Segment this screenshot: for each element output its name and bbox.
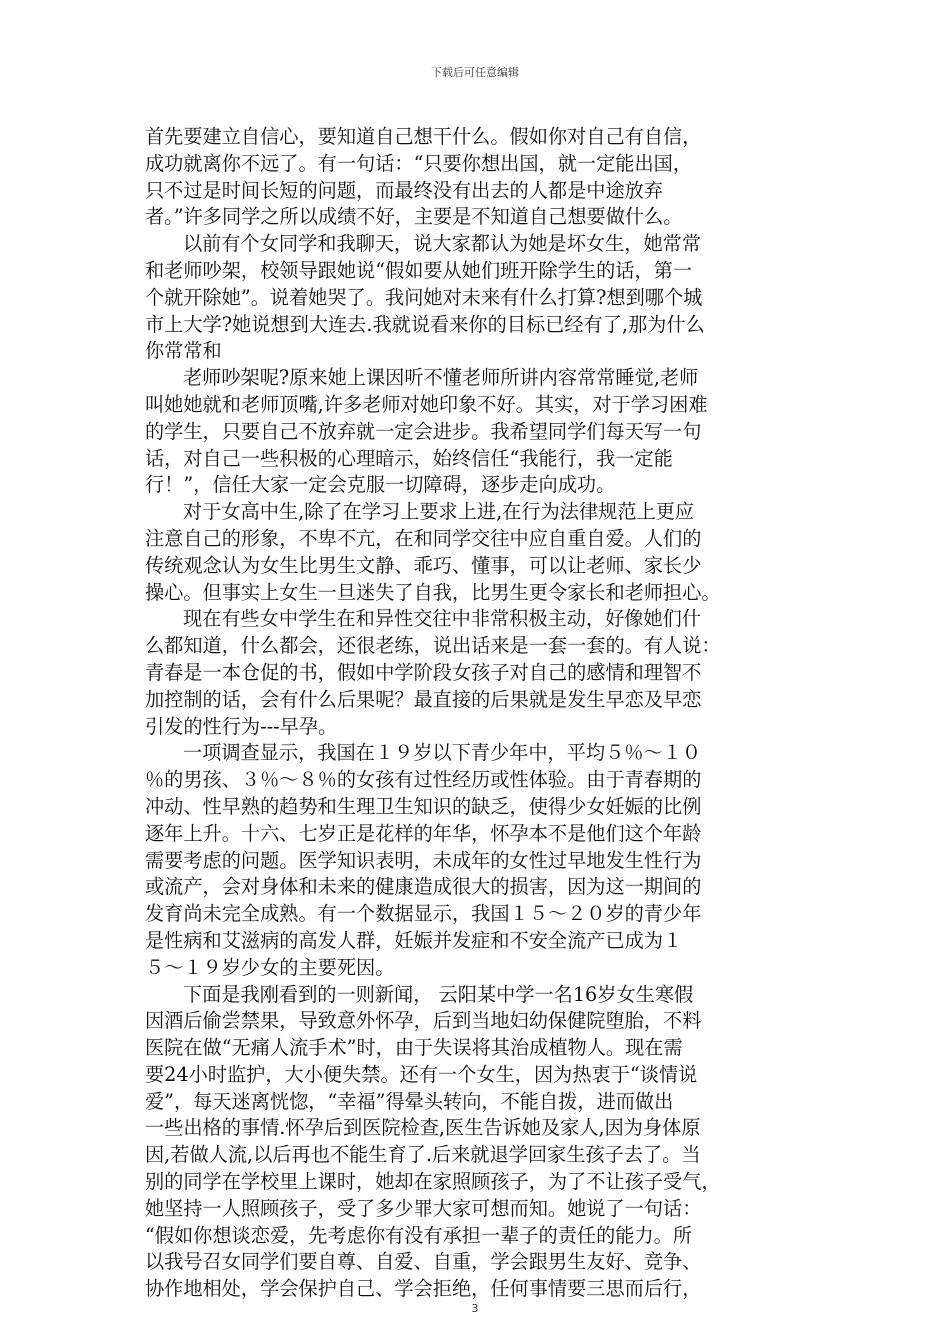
text-line: 下面是我刚看到的一则新闻， 云阳某中学一名16岁女生寒假	[183, 982, 694, 1006]
text-line: 现在有些女中学生在和异性交往中非常积极主动，好像她们什	[183, 607, 702, 631]
text-line: 医院在做“无痛人流手术”时，由于失误将其治成植物人。现在需	[145, 1036, 683, 1060]
text-line: 青春是一本仓促的书，假如中学阶段女孩子对自己的感情和理智不	[145, 660, 702, 684]
text-line: 她坚持一人照顾孩子，受了多少罪大家可想而知。她说了一句话：	[145, 1196, 702, 1220]
text-line: 要24小时监护，大小便失禁。还有一个女生，因为热衷于“谈情说	[145, 1062, 698, 1086]
text-line: 以我号召女同学们要自尊、自爱、自重，学会跟男生友好、竞争、	[145, 1250, 702, 1274]
text-line: 只不过是时间长短的问题，而最终没有出去的人都是中途放弃	[145, 178, 664, 202]
text-line: 叫她她就和老师顶嘴,许多老师对她印象不好。其实，对于学习困难	[145, 392, 708, 416]
text-line: 加控制的话，会有什么后果呢？最直接的后果就是发生早恋及早恋	[145, 687, 702, 711]
text-line: 成功就离你不远了。有一句话：“只要你想出国，就一定能出国，	[145, 151, 693, 175]
text-line: 的学生，只要自己不放弃就一定会进步。我希望同学们每天写一句	[145, 419, 702, 443]
text-line: 注意自己的形象，不卑不亢，在和同学交往中应自重自爱。人们的	[145, 526, 702, 550]
text-line: 或流产，会对身体和未来的健康造成很大的损害，因为这一期间的	[145, 875, 702, 899]
text-line: 是性病和艾滋病的高发人群，妊娠并发症和不安全流产已成为１	[145, 928, 683, 952]
text-line: 协作地相处，学会保护自己、学会拒绝，任何事情要三思而后行，	[145, 1277, 702, 1301]
page-number: 3	[471, 1302, 479, 1315]
text-line: 个就开除她”。说着她哭了。我问她对未来有什么打算?想到哪个城	[145, 285, 703, 309]
text-line: 冲动、性早熟的趋势和生理卫生知识的缺乏，使得少女妊娠的比例	[145, 794, 702, 818]
text-line: ５～１９岁少女的主要死因。	[145, 955, 395, 979]
text-line: 引发的性行为---早孕。	[145, 714, 338, 738]
text-line: 爱”，每天迷离恍惚，“幸福”得晕头转向，不能自拨，进而做出	[145, 1089, 674, 1113]
text-line: 需要考虑的问题。医学知识表明，未成年的女性过早地发生性行为	[145, 848, 702, 872]
text-line: 因酒后偷尝禁果，导致意外怀孕，后到当地妇幼保健院堕胎，不料	[145, 1009, 702, 1033]
text-line: 行！”，信任大家一定会克服一切障碍，逐步走向成功。	[145, 473, 616, 497]
text-line: 和老师吵架，校领导跟她说“假如要从她们班开除学生的话，第一	[145, 258, 693, 282]
text-line: 市上大学?她说想到大连去.我就说看来你的目标已经有了,那为什么	[145, 312, 705, 336]
page-header: 下载后可任意编辑	[431, 66, 519, 79]
text-line: 以前有个女同学和我聊天，说大家都认为她是坏女生，她常常	[183, 232, 702, 256]
text-line: 逐年上升。十六、七岁正是花样的年华，怀孕本不是他们这个年龄	[145, 821, 702, 845]
text-line: 别的同学在学校里上课时，她却在家照顾孩子，为了不让孩子受气，	[145, 1170, 721, 1194]
text-line: 老师吵架呢?原来她上课因听不懂老师所讲内容常常睡觉,老师	[183, 366, 699, 390]
text-line: ％的男孩、３％～８％的女孩有过性经历或性体验。由于青春期的	[145, 768, 702, 792]
text-line: 传统观念认为女生比男生文静、乖巧、懂事，可以让老师、家长少	[145, 553, 702, 577]
text-line: 么都知道，什么都会，还很老练，说出话来是一套一套的。有人说：	[145, 634, 721, 658]
document-body	[145, 124, 805, 1303]
text-line: 对于女高中生,除了在学习上要求上进,在行为法律规范上更应	[183, 500, 695, 524]
text-line: 操心。但事实上女生一旦迷失了自我，比男生更令家长和老师担心。	[145, 580, 721, 604]
text-line: “假如你想谈恋爱，先考虑你有没有承担一辈子的责任的能力。所	[145, 1223, 693, 1247]
text-line: 发育尚未完全成熟。有一个数据显示，我国１５～２０岁的青少年	[145, 902, 702, 926]
text-line: 首先要建立自信心，要知道自己想干什么。假如你对自己有自信，	[145, 125, 702, 148]
text-line: 一项调查显示，我国在１９岁以下青少年中，平均５％～１０	[183, 741, 702, 765]
text-line: 你常常和	[145, 339, 222, 363]
text-line: 者。”许多同学之所以成绩不好，主要是不知道自己想要做什么。	[145, 205, 683, 229]
text-line: 因,若做人流,以后再也不能生育了.后来就退学回家生孩子去了。当	[145, 1143, 701, 1167]
text-line: 话，对自己一些积极的心理暗示，始终信任“我能行，我一定能	[145, 446, 673, 470]
text-line: 一些出格的事情.怀孕后到医院检查,医生告诉她及家人,因为身体原	[145, 1116, 701, 1140]
